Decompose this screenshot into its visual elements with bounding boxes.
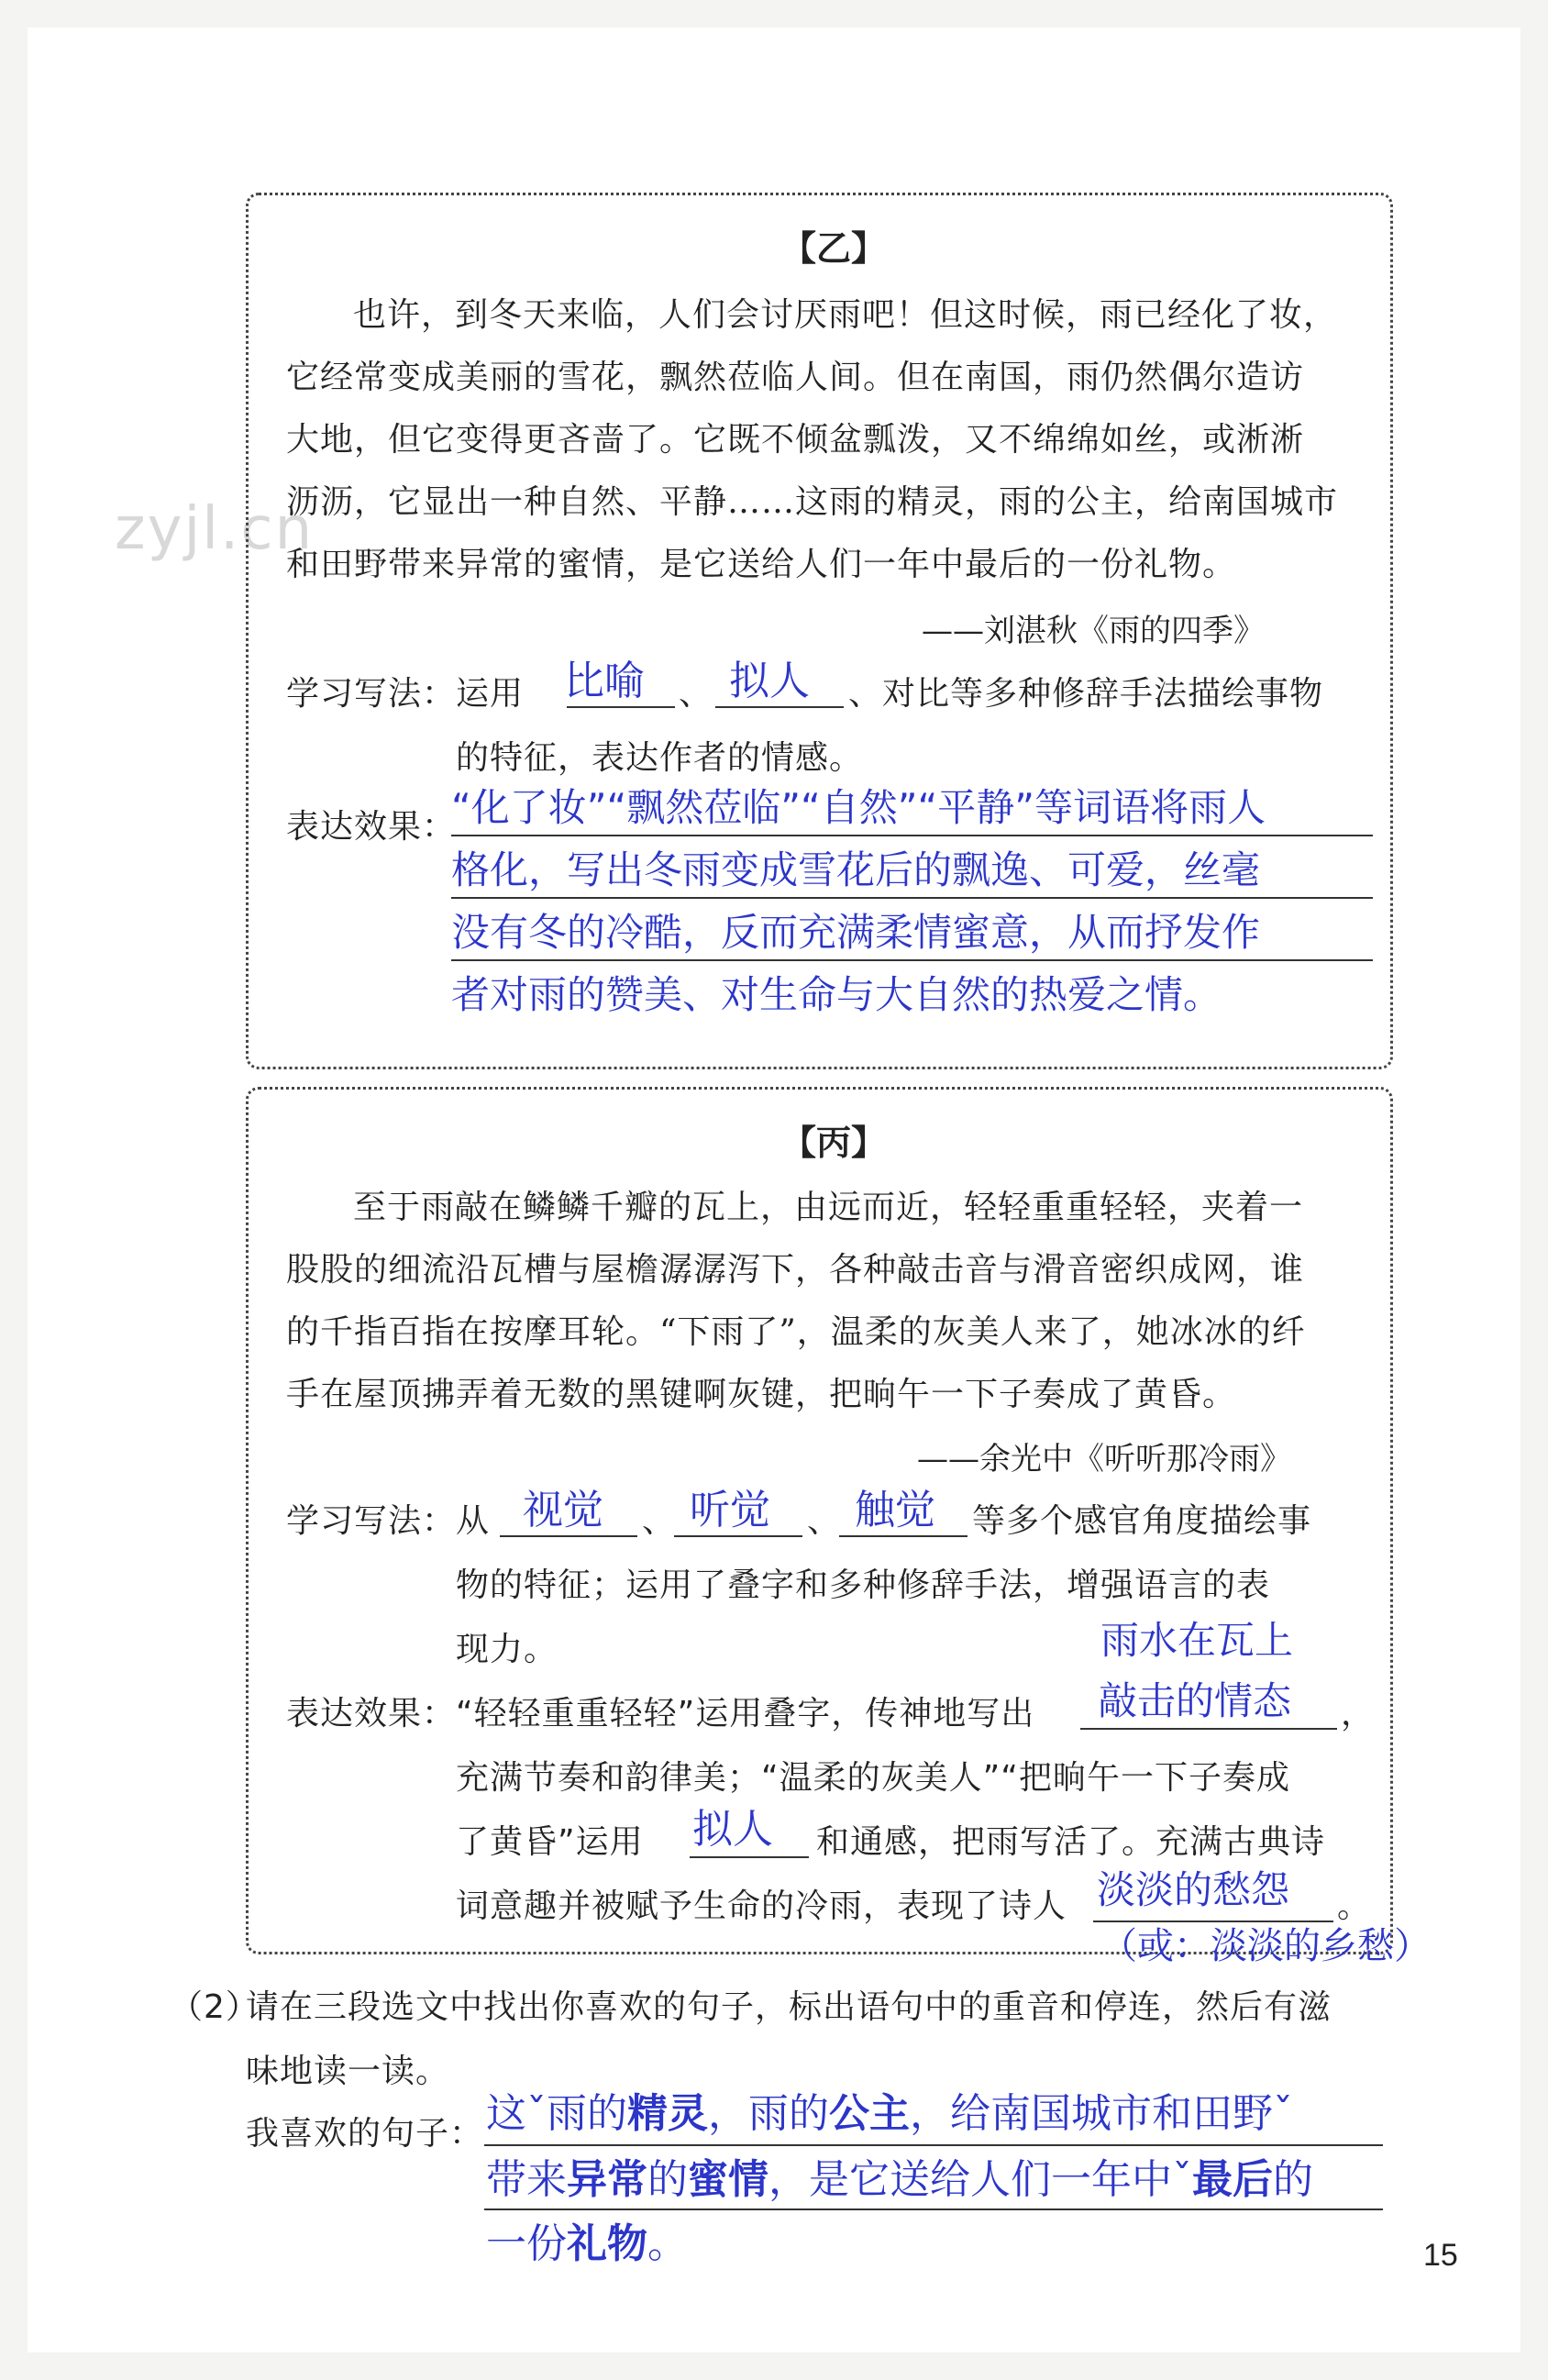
bing-answer-sense-3: 触觉 [855,1487,935,1533]
yi-method-sep: 、 [679,675,713,713]
bing-answer-emotion-alt: （或：淡淡的乡愁） [1100,1925,1431,1967]
q2-answer-text: 的 [1273,2156,1313,2203]
yi-effect-answer: “化了妆”“飘然莅临”“自然”“平静”等词语将雨人 [451,785,1266,830]
bing-effect-line4b: 。 [1337,1887,1372,1925]
yi-effect-answer: 者对雨的赞美、对生命与大自然的热爱之情。 [451,972,1222,1017]
bing-blank-effect [1080,1728,1337,1730]
bing-answer-rhetoric: 拟人 [692,1806,773,1853]
yi-effect-answer: 格化，写出冬雨变成雪花后的飘逸、可爱，丝毫 [451,847,1261,892]
yi-method-tail: 、对比等多种修辞手法描绘事物 [848,675,1324,713]
q2-answer-line-3 [486,2210,688,2269]
q2-answer-text: 带来 [486,2156,567,2203]
q2-answer-text: 。 [647,2220,688,2267]
bing-answer-sense-2: 听觉 [690,1487,770,1533]
q2-answer-text: ，雨的 [708,2090,829,2137]
yi-blank-2 [715,706,844,708]
passage-yi-line: 也许，到冬天来临，人们会讨厌雨吧！但这时候，雨已经化了妆， [353,296,1338,334]
passage-bing-line: 的千指百指在按摩耳轮。“下雨了”，温柔的灰美人来了，她冰冰的纤 [286,1313,1306,1351]
passage-yi-heading: 【乙】 [781,227,887,269]
bing-method-sep-2: 、 [807,1502,842,1540]
bing-effect-end: ， [1341,1695,1376,1732]
yi-effect-label: 表达效果： [286,808,457,846]
passage-yi-line: 大地，但它变得更吝啬了。它既不倾盆瓢泼，又不绵绵如丝，或淅淅 [286,421,1305,459]
passage-bing-heading: 【丙】 [781,1122,887,1163]
passage-yi-line: 和田野带来异常的蜜情，是它送给人们一年中最后的一份礼物。 [286,546,1237,583]
q2-stress-word: 礼物 [567,2220,647,2267]
passage-bing-line: 股股的细流沿瓦槽与屋檐潺潺泻下，各种敲击音与滑音密织成网，谁 [286,1251,1305,1289]
watermark: zyjl.cn [115,495,315,563]
q2-number: （2） [170,1988,260,2026]
page-number: 15 [1423,2238,1458,2273]
bing-method-tail: 等多个感官角度描绘事 [972,1502,1312,1540]
passage-bing-line: 手在屋顶拂弄着无数的黑键啊灰键，把晌午一下子奏成了黄昏。 [286,1376,1237,1413]
bing-blank-sense-2 [674,1535,802,1537]
q2-answer-text: 一份 [486,2220,567,2267]
bing-method-line2: 物的特征；运用了叠字和多种修辞手法，增强语言的表 [456,1566,1271,1604]
q2-answer-text: ，给南国城市和田野ˇ [910,2090,1293,2137]
bing-effect-line4a: 词意趣并被赋予生命的冷雨，表现了诗人 [456,1887,1067,1925]
bing-blank-sense-3 [839,1535,968,1537]
q2-stress-word: 最后 [1192,2156,1273,2203]
bing-method-label: 学习写法：从 [286,1502,491,1540]
q2-stress-word: 异常 [567,2156,647,2203]
yi-method-label: 学习写法：运用 [286,675,525,713]
q2-stress-word: 精灵 [627,2090,708,2137]
q2-prompt: 请在三段选文中找出你喜欢的句子，标出语句中的重音和停连，然后有滋 [246,1988,1332,2026]
bing-answer-emotion: 淡淡的愁怨 [1097,1867,1290,1912]
passage-yi-attribution: ——刘湛秋《雨的四季》 [922,613,1265,649]
bing-answer-effect-1b: 敲击的情态 [1099,1678,1292,1723]
q2-stress-word: 公主 [829,2090,910,2137]
bing-answer-effect-1a: 雨水在瓦上 [1100,1618,1294,1663]
q2-answer-line-1 [486,2080,1293,2139]
passage-yi-line: 沥沥，它显出一种自然、平静……这雨的精灵，雨的公主，给南国城市 [286,483,1339,521]
bing-blank-rhetoric [690,1856,809,1858]
q2-answer-text: 的 [647,2156,688,2203]
q2-prompt: 味地读一读。 [246,2053,450,2090]
yi-answer-2: 拟人 [729,658,810,704]
bing-effect-line2: 充满节奏和韵律美；“温柔的灰美人”“把晌午一下子奏成 [456,1759,1290,1797]
yi-answer-1: 比喻 [564,658,645,704]
q2-label: 我喜欢的句子： [246,2115,484,2153]
bing-effect-line3a: 了黄昏”运用 [456,1823,644,1861]
q2-answer-text: ，是它送给人们一年中ˇ [768,2156,1192,2203]
bing-effect-label: 表达效果：“轻轻重重轻轻”运用叠字，传神地写出 [286,1695,1035,1732]
yi-effect-answer: 没有冬的冷酷，反而充满柔情蜜意，从而抒发作 [451,910,1261,955]
bing-blank-sense-1 [500,1535,637,1537]
q2-answer-line-2 [486,2146,1313,2205]
passage-yi-line: 它经常变成美丽的雪花，飘然莅临人间。但在南国，雨仍然偶尔造访 [286,359,1305,396]
passage-bing-line: 至于雨敲在鳞鳞千瓣的瓦上，由远而近，轻轻重重轻轻，夹着一 [353,1189,1304,1226]
bing-effect-line3b: 和通感，把雨写活了。充满古典诗 [816,1823,1326,1861]
yi-method-line2: 的特征，表达作者的情感。 [456,739,864,777]
q2-answer-text: 这ˇ雨的 [486,2090,627,2137]
yi-blank-1 [567,706,675,708]
bing-method-sep-1: 、 [642,1502,677,1540]
passage-bing-attribution: ——余光中《听听那冷雨》 [917,1441,1291,1478]
bing-method-line3: 现力。 [456,1631,558,1668]
yi-effect-rule [451,959,1373,961]
yi-effect-rule [451,897,1373,899]
bing-answer-sense-1: 视觉 [523,1487,603,1533]
yi-effect-rule [451,835,1373,836]
q2-stress-word: 蜜情 [688,2156,768,2203]
